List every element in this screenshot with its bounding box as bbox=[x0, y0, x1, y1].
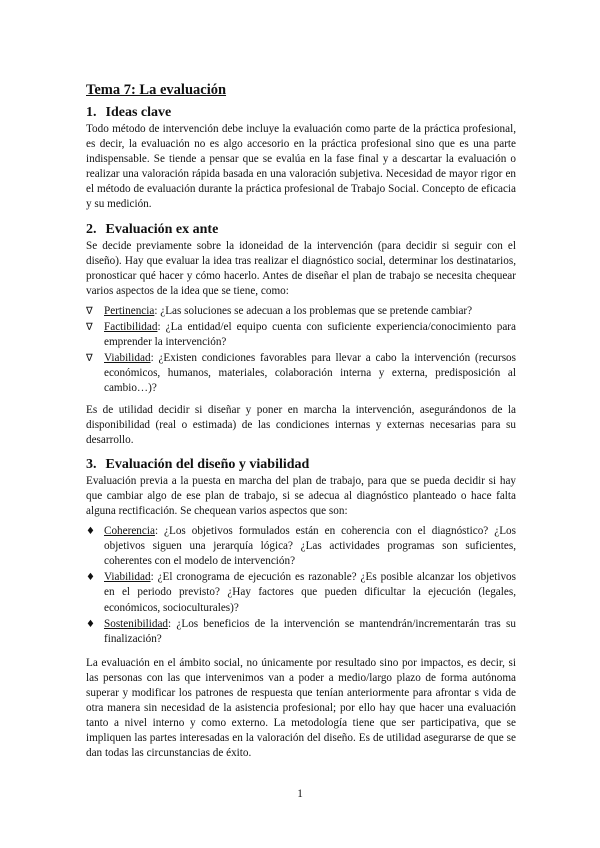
section-heading-ex-ante: 2. Evaluación ex ante bbox=[86, 221, 219, 237]
triangle-bullet-icon: ∇ bbox=[86, 353, 93, 365]
list-item: ∇ Viabilidad: ¿Existen condiciones favorables para llevar a cabo la intervención (recursos económicos, humanos, materiales, colaboración interna y externa, predisposición al cambio…)? bbox=[86, 352, 516, 395]
list-item: ♦ Viabilidad: ¿El cronograma de ejecución es razonable? ¿Es posible alcanzar los objetivos en el periodo previsto? ¿Hay factores que pueden dificultar la ejecución (legales, económicos, socioculturales)? bbox=[86, 571, 516, 614]
paragraph-ex-ante-closing: Es de utilidad decidir si diseñar y poner en marcha la intervención, asegurándonos de la disponibilidad (real o estimada) de las condiciones internas y externas necesarias para su desarrollo. bbox=[86, 403, 516, 446]
paragraph-diseno-closing: La evaluación en el ámbito social, no únicamente por resultado sino por impactos, es decir, si las personas con las que intervenimos van a poder a medio/largo plazo de forma autónoma superar y modificar los patrones de respuesta que tenían anteriormente para afrontar s vida de otra manera sin necesidad de la asistencia profesional; por ello hay que hacer una evaluación tanto a nivel interno y como externo. La metodología tiene que ser participativa, que se impliquen las partes interesadas en la valoración del diseño. Es de utilidad asegurarse de que se dan todas las circunstancias de éxito. bbox=[86, 656, 516, 760]
paragraph-ideas-clave: Todo método de intervención debe incluye la evaluación como parte de la práctica profesional, es decir, la evaluación no es algo accesorio en la práctica profesional sino que es una parte indispensable. Se tiende a pensar que se evalúa en la fase final y a descartar la evaluación o realizar una valoración rápida basada en una valoración subjetiva. Necesidad de mayor rigor en el método de evaluación durante la práctica profesional de Trabajo Social. Concepto de eficacia y su medición. bbox=[86, 123, 516, 211]
paragraph-ex-ante-intro: Se decide previamente sobre la idoneidad de la intervención (para decidir si seguir con el diseño). Hay que evaluar la idea tras realizar el diagnóstico social, determinar los destinatarios, pronosticar qué hacer y cómo hacerlo. Antes de diseñar el plan de trabajo se necesita chequear varios aspectos de la idea que se tiene, como: bbox=[86, 239, 516, 297]
diamond-bullet-icon: ♦ bbox=[86, 572, 95, 584]
list-item: ∇ Pertinencia: ¿Las soluciones se adecuan a los problemas que se pretende cambiar? bbox=[86, 304, 516, 319]
document-page bbox=[86, 82, 516, 761]
diamond-bullet-icon: ♦ bbox=[86, 618, 95, 630]
list-item: ∇ Factibilidad: ¿La entidad/el equipo cuenta con suficiente experiencia/conocimiento para emprender la intervención? bbox=[86, 321, 516, 349]
document-title: Tema 7: La evaluación bbox=[86, 82, 227, 98]
section-heading-ideas-clave: 1. Ideas clave bbox=[86, 105, 172, 120]
list-item: ♦ Sostenibilidad: ¿Los beneficios de la intervención se mantendrán/incrementarán tras su finalización? bbox=[86, 617, 516, 645]
page-number: 1 bbox=[297, 788, 303, 800]
diamond-bullet-icon: ♦ bbox=[86, 526, 95, 538]
list-item: ♦ Coherencia: ¿Los objetivos formulados están en coherencia con el diagnóstico? ¿Los objetivos siguen una jerarquía lógica? ¿Las actividades programas son suficientes, coherentes con el modelo de intervención? bbox=[86, 525, 516, 568]
list-ex-ante bbox=[86, 304, 516, 397]
paragraph-diseno-intro: Evaluación previa a la puesta en marcha del plan de trabajo, para que se pueda decidir si hay que cambiar algo de ese plan de trabajo, si se adecua al diagnóstico planteado o hace falta alguna rectificación. Se chequean varios aspectos que son: bbox=[86, 474, 516, 517]
triangle-bullet-icon: ∇ bbox=[86, 305, 93, 317]
list-diseno bbox=[86, 524, 516, 647]
triangle-bullet-icon: ∇ bbox=[86, 322, 93, 334]
section-heading-diseno: 3. Evaluación del diseño y viabilidad bbox=[86, 456, 310, 472]
